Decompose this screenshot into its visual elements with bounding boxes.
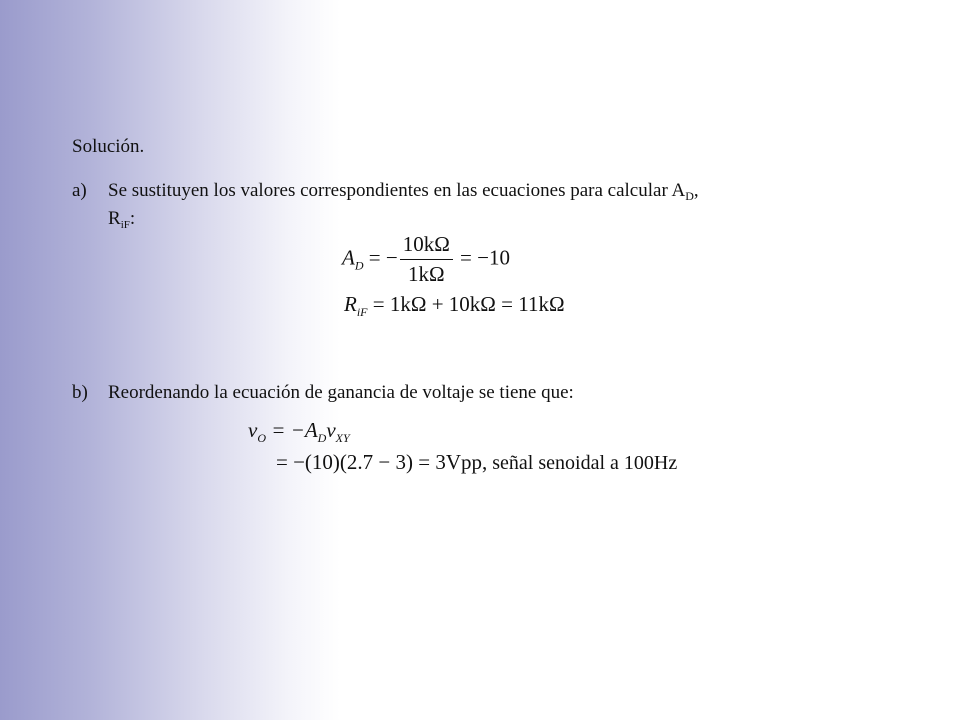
item-b-marker: b) [72, 382, 88, 403]
item-a-marker: a) [72, 180, 87, 201]
eq-ad-numerator: 10kΩ [400, 232, 453, 260]
equation-vo-result [276, 450, 677, 475]
item-a-r-sub: iF [120, 219, 130, 231]
item-a-line1 [72, 180, 699, 204]
item-a-text: Se sustituyen los valores correspondientes en las ecuaciones para calcular A [108, 180, 686, 201]
item-a-comma: , [693, 180, 699, 201]
eq-vo-mid: = −A [266, 418, 318, 442]
eq-rif-lhs: R [344, 292, 357, 316]
eq-rif-lhs-sub: iF [356, 305, 368, 319]
eq-ad-lhs: A [342, 245, 355, 270]
eq-vo-mid-sub: D [317, 431, 327, 445]
item-a-colon: : [129, 208, 136, 229]
eq-ad-rhs: = −10 [454, 245, 510, 270]
eq-vo-v-sub: XY [335, 431, 350, 445]
item-b-text: Reordenando la ecuación de ganancia de voltaje se tiene que: [108, 382, 574, 403]
item-a-r: R [108, 208, 121, 229]
eq-ad-lhs-sub: D [354, 258, 364, 273]
eq-vo-lhs-sub: O [257, 431, 266, 445]
eq-ad-denominator: 1kΩ [407, 262, 445, 286]
eq-vo2-expr: = −(10)(2.7 − 3) = 3Vpp, [276, 450, 488, 474]
eq-vo-v: v [326, 418, 336, 442]
eq-rif-rhs: = 1kΩ + 10kΩ = 11kΩ [367, 292, 565, 316]
item-a-sub: D [685, 189, 694, 203]
item-b-line [72, 382, 574, 404]
eq-ad-fraction [400, 232, 453, 287]
solution-heading: Solución. [72, 136, 145, 157]
item-a-line2 [108, 208, 135, 231]
eq-vo-lhs: v [248, 418, 258, 442]
equation-vo [248, 418, 350, 446]
eq-ad-eq: = − [363, 245, 398, 270]
equation-ad [342, 232, 510, 287]
eq-vo2-note: señal senoidal a 100Hz [487, 452, 678, 474]
equation-rif [344, 292, 565, 320]
